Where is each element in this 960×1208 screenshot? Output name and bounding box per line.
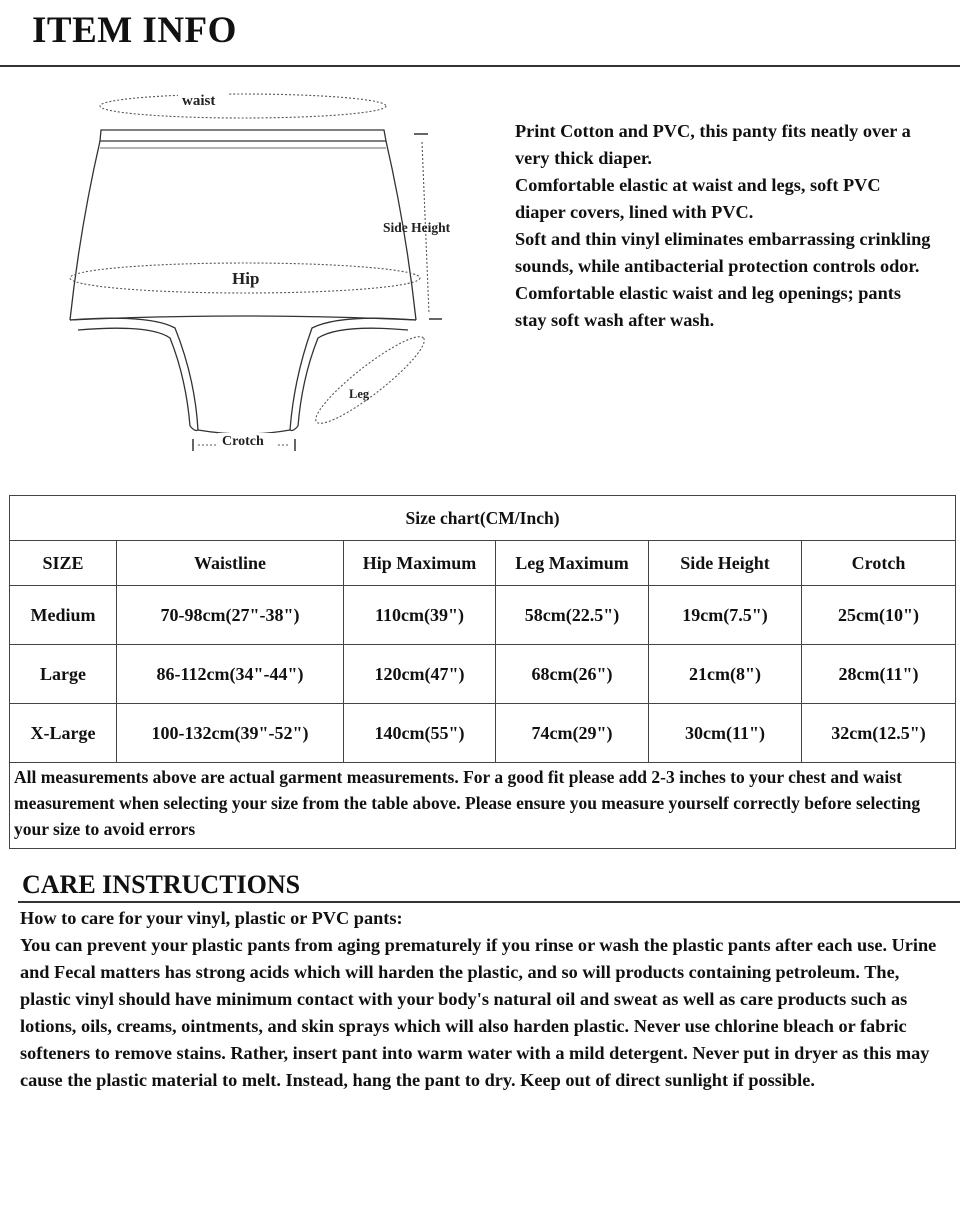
size-chart-note: All measurements above are actual garment measurements. For a good fit please add 2-3 inches to your chest and waist measurement when selecting your size from the table above. Please ensure you measure yourself correctly before selecting your size to avoid errors (10, 763, 956, 849)
crotch-label: Crotch (222, 434, 264, 449)
table-cell: 140cm(55") (344, 704, 496, 763)
table-cell: Medium (10, 586, 117, 645)
description-paragraph: Comfortable elastic at waist and legs, soft PVC diaper covers, lined with PVC. (515, 175, 881, 222)
column-header: Hip Maximum (344, 541, 496, 586)
table-cell: 28cm(11") (802, 645, 956, 704)
size-chart-table (9, 495, 956, 849)
title-divider (0, 65, 960, 67)
product-description (515, 118, 935, 334)
description-paragraph: Soft and thin vinyl eliminates embarrassing crinkling sounds, while antibacterial protection controls odor. Comfortable elastic waist and leg openings; pants stay soft wash after wash. (515, 229, 931, 330)
hip-label: Hip (232, 269, 260, 288)
care-divider (18, 901, 960, 903)
care-text: You can prevent your plastic pants from aging prematurely if you rinse or wash the plastic pants after each use. Urine and Fecal matters has strong acids which will harden the plastic, and so will products containing petroleum. The, plastic vinyl should have minimum contact with your body's natural oil and sweat as well as care products such as lotions, oils, creams, ointments, and skin sprays which will also harden plastic. Never use chlorine bleach or fabric softeners to remove stains. Rather, insert pant into warm water with a mild detergent. Never put in dryer as this may cause the plastic material to melt. Instead, hang the pant to dry. Keep out of direct sunlight if possible. (20, 935, 937, 1090)
table-cell: 100-132cm(39"-52") (117, 704, 344, 763)
side-height-label: Side Height (383, 220, 451, 235)
care-subtitle: How to care for your vinyl, plastic or PVC pants: (20, 908, 403, 928)
size-chart-caption: Size chart(CM/Inch) (10, 496, 956, 541)
table-row (10, 704, 956, 763)
table-cell: 68cm(26") (496, 645, 649, 704)
table-cell: 30cm(11") (649, 704, 802, 763)
table-header-row (10, 541, 956, 586)
table-cell: 19cm(7.5") (649, 586, 802, 645)
table-cell: 110cm(39") (344, 586, 496, 645)
column-header: SIZE (10, 541, 117, 586)
table-cell: 70-98cm(27"-38") (117, 586, 344, 645)
care-title: CARE INSTRUCTIONS (22, 870, 301, 899)
page-title: ITEM INFO (32, 10, 237, 51)
garment-diagram (50, 78, 470, 468)
column-header: Waistline (117, 541, 344, 586)
table-cell: 58cm(22.5") (496, 586, 649, 645)
description-paragraph: Print Cotton and PVC, this panty fits neatly over a very thick diaper. (515, 121, 911, 168)
column-header: Leg Maximum (496, 541, 649, 586)
table-cell: X-Large (10, 704, 117, 763)
table-cell: 25cm(10") (802, 586, 956, 645)
care-instructions (20, 905, 940, 1094)
table-cell: 86-112cm(34"-44") (117, 645, 344, 704)
table-cell: 32cm(12.5") (802, 704, 956, 763)
column-header: Crotch (802, 541, 956, 586)
waist-label: waist (182, 93, 216, 109)
table-row (10, 586, 956, 645)
table-cell: 74cm(29") (496, 704, 649, 763)
column-header: Side Height (649, 541, 802, 586)
table-cell: 120cm(47") (344, 645, 496, 704)
table-cell: Large (10, 645, 117, 704)
leg-label: Leg (349, 387, 370, 401)
table-cell: 21cm(8") (649, 645, 802, 704)
table-row (10, 645, 956, 704)
